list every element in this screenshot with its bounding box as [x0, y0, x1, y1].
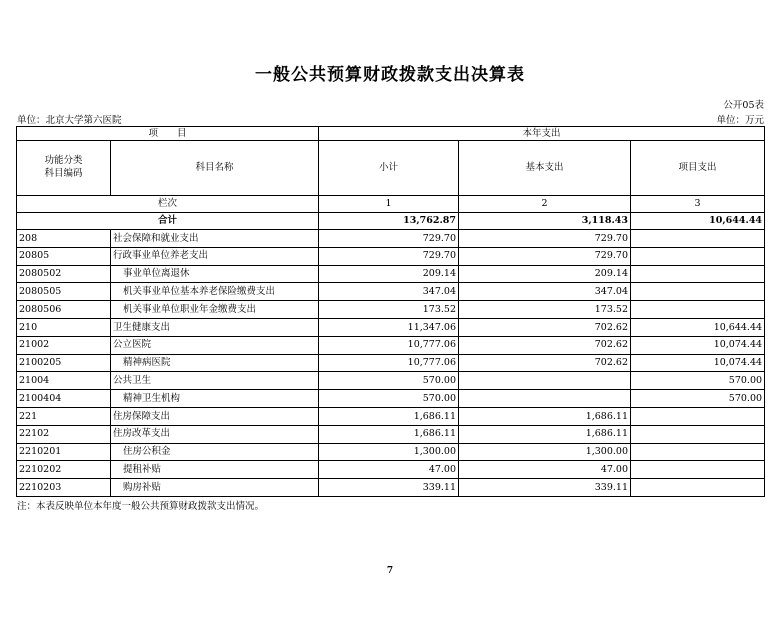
table-row [17, 247, 765, 265]
header-func-class-cell [17, 141, 111, 196]
basic-expense-cell: 339.11 [459, 479, 631, 497]
subject-name-cell: 事业单位离退休 [111, 265, 319, 283]
header-current-year-expense: 本年支出 [319, 127, 765, 141]
total-basic: 3,118.43 [459, 213, 631, 230]
total-row [17, 213, 765, 230]
header-basic-expense: 基本支出 [459, 141, 631, 196]
header-subtotal: 小计 [319, 141, 459, 196]
expenditure-table [16, 126, 765, 497]
subject-code-cell: 210 [17, 318, 111, 336]
header-func-class: 功能分类 [44, 155, 83, 167]
header-subject-code: 科目编码 [44, 168, 83, 179]
table-row [17, 230, 765, 248]
subtotal-cell: 347.04 [319, 283, 459, 301]
header-row-2 [17, 141, 765, 196]
subtotal-cell: 11,347.06 [319, 318, 459, 336]
subtotal-cell: 10,777.06 [319, 354, 459, 372]
basic-expense-cell: 1,686.11 [459, 407, 631, 425]
basic-expense-cell: 729.70 [459, 247, 631, 265]
basic-expense-cell: 702.62 [459, 336, 631, 354]
subtotal-cell: 729.70 [319, 247, 459, 265]
table-row [17, 425, 765, 443]
subject-name-cell: 公立医院 [111, 336, 319, 354]
project-expense-cell: 570.00 [631, 390, 765, 408]
basic-expense-cell: 702.62 [459, 354, 631, 372]
project-expense-cell [631, 461, 765, 479]
project-expense-cell [631, 425, 765, 443]
header-item: 项 目 [17, 127, 319, 141]
subject-name-cell: 机关事业单位基本养老保险缴费支出 [111, 283, 319, 301]
project-expense-cell: 10,074.44 [631, 336, 765, 354]
basic-expense-cell: 173.52 [459, 301, 631, 319]
subject-name-cell: 住房公积金 [111, 443, 319, 461]
currency-unit: 单位：万元 [716, 115, 764, 126]
page-title: 一般公共预算财政拨款支出决算表 [255, 65, 525, 85]
project-expense-cell: 10,644.44 [631, 318, 765, 336]
subject-code-cell: 22102 [17, 425, 111, 443]
subject-name-cell: 卫生健康支出 [111, 318, 319, 336]
subtotal-cell: 209.14 [319, 265, 459, 283]
basic-expense-cell: 1,686.11 [459, 425, 631, 443]
subject-name-cell: 行政事业单位养老支出 [111, 247, 319, 265]
header-subject-name: 科目名称 [111, 141, 319, 196]
subject-code-cell: 2210203 [17, 479, 111, 497]
subject-name-cell: 社会保障和就业支出 [111, 230, 319, 248]
table-row [17, 336, 765, 354]
subject-name-cell: 机关事业单位职业年金缴费支出 [111, 301, 319, 319]
table-row [17, 283, 765, 301]
project-expense-cell [631, 443, 765, 461]
col-index-2: 2 [459, 196, 631, 213]
project-expense-cell: 570.00 [631, 372, 765, 390]
subtotal-cell: 729.70 [319, 230, 459, 248]
column-index-row [17, 196, 765, 213]
header-row-1 [17, 127, 765, 141]
table-note: 注：本表反映单位本年度一般公共预算财政拨款支出情况。 [17, 501, 265, 512]
basic-expense-cell: 729.70 [459, 230, 631, 248]
col-index-3: 3 [631, 196, 765, 213]
subject-name-cell: 精神卫生机构 [111, 390, 319, 408]
subject-code-cell: 2100205 [17, 354, 111, 372]
table-row [17, 443, 765, 461]
project-expense-cell [631, 247, 765, 265]
subtotal-cell: 1,300.00 [319, 443, 459, 461]
project-expense-cell [631, 283, 765, 301]
total-project: 10,644.44 [631, 213, 765, 230]
page-number: 7 [386, 566, 394, 576]
table-row [17, 479, 765, 497]
basic-expense-cell: 702.62 [459, 318, 631, 336]
table-row [17, 265, 765, 283]
project-expense-cell [631, 301, 765, 319]
table-row [17, 318, 765, 336]
project-expense-cell [631, 407, 765, 425]
subject-code-cell: 221 [17, 407, 111, 425]
subject-code-cell: 2080506 [17, 301, 111, 319]
project-expense-cell [631, 230, 765, 248]
basic-expense-cell: 347.04 [459, 283, 631, 301]
subject-name-cell: 住房保障支出 [111, 407, 319, 425]
subject-name-cell: 住房改革支出 [111, 425, 319, 443]
project-expense-cell [631, 265, 765, 283]
subtotal-cell: 1,686.11 [319, 425, 459, 443]
subject-name-cell: 提租补贴 [111, 461, 319, 479]
subject-code-cell: 2210202 [17, 461, 111, 479]
subject-name-cell: 精神病医院 [111, 354, 319, 372]
project-expense-cell: 10,074.44 [631, 354, 765, 372]
basic-expense-cell [459, 390, 631, 408]
header-project-expense: 项目支出 [631, 141, 765, 196]
project-expense-cell [631, 479, 765, 497]
subtotal-cell: 1,686.11 [319, 407, 459, 425]
subject-code-cell: 2080502 [17, 265, 111, 283]
subject-code-cell: 2210201 [17, 443, 111, 461]
reporting-unit: 单位：北京大学第六医院 [17, 115, 122, 126]
subtotal-cell: 570.00 [319, 390, 459, 408]
subtotal-cell: 339.11 [319, 479, 459, 497]
row-col-label: 栏次 [17, 196, 319, 213]
table-row [17, 390, 765, 408]
form-code: 公开05表 [723, 100, 764, 111]
subtotal-cell: 173.52 [319, 301, 459, 319]
basic-expense-cell: 47.00 [459, 461, 631, 479]
col-index-1: 1 [319, 196, 459, 213]
table-row [17, 407, 765, 425]
basic-expense-cell: 1,300.00 [459, 443, 631, 461]
subject-code-cell: 2080505 [17, 283, 111, 301]
table-row [17, 301, 765, 319]
subject-code-cell: 2100404 [17, 390, 111, 408]
table-row [17, 372, 765, 390]
subject-name-cell: 公共卫生 [111, 372, 319, 390]
basic-expense-cell: 209.14 [459, 265, 631, 283]
subject-name-cell: 购房补贴 [111, 479, 319, 497]
total-subtotal: 13,762.87 [319, 213, 459, 230]
subject-code-cell: 21004 [17, 372, 111, 390]
subject-code-cell: 20805 [17, 247, 111, 265]
subtotal-cell: 10,777.06 [319, 336, 459, 354]
subtotal-cell: 47.00 [319, 461, 459, 479]
table-row [17, 354, 765, 372]
subtotal-cell: 570.00 [319, 372, 459, 390]
total-label: 合计 [17, 213, 319, 230]
table-row [17, 461, 765, 479]
subject-code-cell: 21002 [17, 336, 111, 354]
basic-expense-cell [459, 372, 631, 390]
subject-code-cell: 208 [17, 230, 111, 248]
